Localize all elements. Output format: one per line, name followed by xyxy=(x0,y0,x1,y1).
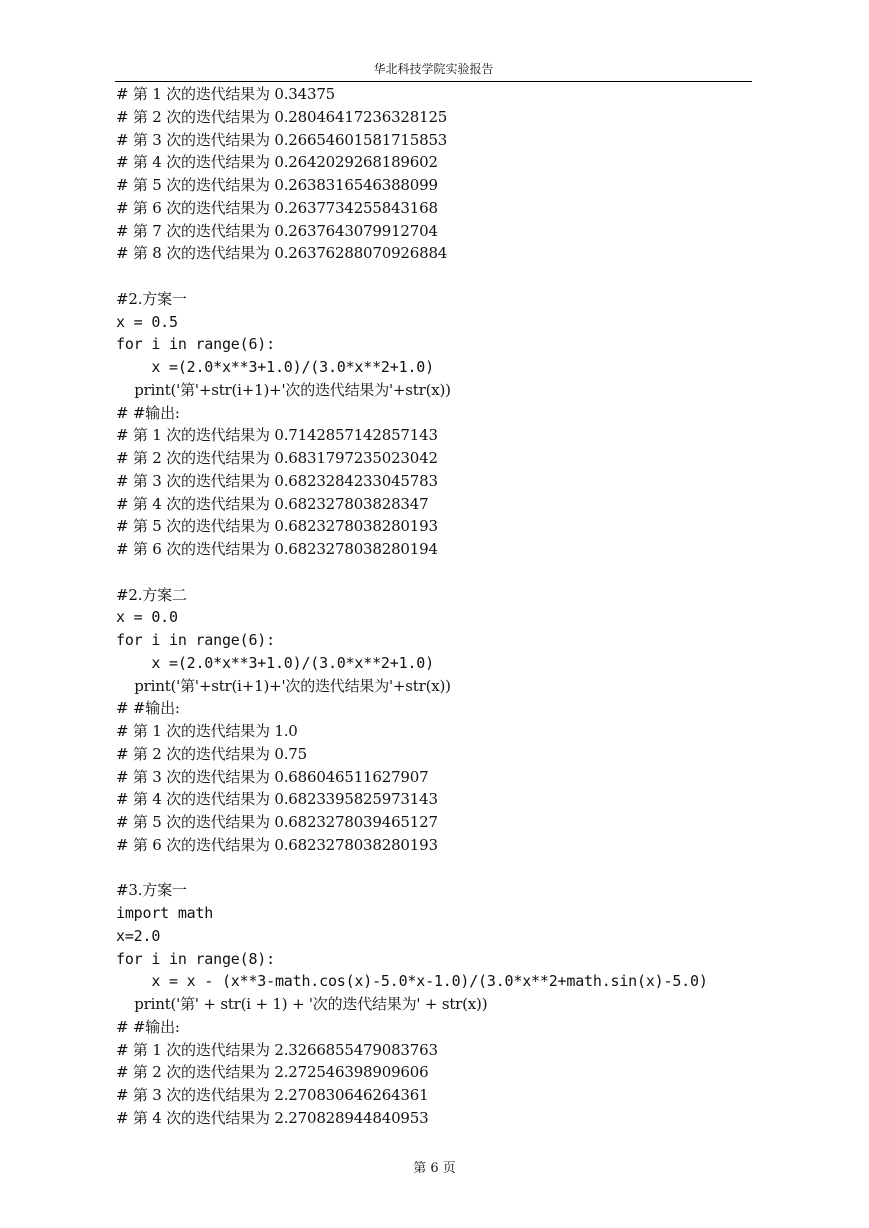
code-line: for i in range(6): xyxy=(116,335,275,354)
page-footer xyxy=(0,1157,869,1176)
code-line: print('第'+str(i+1)+'次的迭代结果为'+str(x)) xyxy=(116,676,451,695)
code-line: # 第 2 次的迭代结果为 0.28046417236328125 xyxy=(116,107,448,126)
code-line: import math xyxy=(116,904,214,922)
report-title: 华北科技学院实验报告 xyxy=(373,62,494,76)
code-line: # #输出: xyxy=(116,1017,180,1036)
page-number: 第 6 页 xyxy=(413,1161,456,1176)
code-line: # 第 8 次的迭代结果为 0.26376288070926884 xyxy=(116,244,448,263)
code-line: x =(2.0*x**3+1.0)/(3.0*x**2+1.0) xyxy=(116,653,434,672)
code-line: # 第 3 次的迭代结果为 0.26654601581715853 xyxy=(116,130,448,149)
code-line: # 第 6 次的迭代结果为 0.6823278038280194 xyxy=(116,540,438,558)
code-line: # 第 4 次的迭代结果为 0.6823395825973143 xyxy=(116,790,438,809)
code-line xyxy=(116,265,756,288)
code-line: # 第 5 次的迭代结果为 0.6823278039465127 xyxy=(116,813,438,831)
code-line: # 第 6 次的迭代结果为 0.6823278038280193 xyxy=(116,835,438,854)
code-line: # 第 3 次的迭代结果为 0.686046511627907 xyxy=(116,767,429,786)
code-line: # #输出: xyxy=(116,699,180,718)
code-line: # 第 1 次的迭代结果为 0.7142857142857143 xyxy=(116,426,438,445)
code-line: # 第 7 次的迭代结果为 0.2637643079912704 xyxy=(116,221,438,240)
code-line: # 第 2 次的迭代结果为 2.272546398909606 xyxy=(116,1063,429,1082)
code-line: x=2.0 xyxy=(116,926,161,945)
code-line: # 第 5 次的迭代结果为 0.2638316546388099 xyxy=(116,176,438,194)
code-line: # 第 2 次的迭代结果为 0.6831797235023042 xyxy=(116,449,438,467)
code-line: x = 0.5 xyxy=(116,312,178,331)
code-line: # 第 2 次的迭代结果为 0.75 xyxy=(116,744,307,763)
code-line xyxy=(116,561,756,584)
code-line: for i in range(6): xyxy=(116,631,275,649)
code-line xyxy=(116,857,756,880)
code-line: # 第 1 次的迭代结果为 0.34375 xyxy=(116,85,336,103)
code-line: print('第' + str(i + 1) + '次的迭代结果为' + str(x)) xyxy=(116,995,488,1013)
code-line: # 第 4 次的迭代结果为 2.270828944840953 xyxy=(116,1108,429,1127)
code-line: # 第 3 次的迭代结果为 2.270830646264361 xyxy=(116,1086,429,1104)
code-line: print('第'+str(i+1)+'次的迭代结果为'+str(x)) xyxy=(116,380,451,399)
code-line: # 第 1 次的迭代结果为 1.0 xyxy=(116,722,298,740)
code-line: #3.方案一 xyxy=(116,881,187,900)
code-line: for i in range(8): xyxy=(116,949,275,968)
code-line: # 第 3 次的迭代结果为 0.6823284233045783 xyxy=(116,471,438,490)
code-line: x = 0.0 xyxy=(116,608,178,627)
code-line: #2.方案二 xyxy=(116,585,187,604)
code-line: #2.方案一 xyxy=(116,289,187,308)
code-line: x =(2.0*x**3+1.0)/(3.0*x**2+1.0) xyxy=(116,358,434,376)
code-line: # 第 1 次的迭代结果为 2.3266855479083763 xyxy=(116,1040,438,1059)
code-line: # 第 6 次的迭代结果为 0.2637734255843168 xyxy=(116,198,438,217)
code-block xyxy=(116,83,756,1130)
code-line: # 第 5 次的迭代结果为 0.6823278038280193 xyxy=(116,517,438,536)
code-line: x = x - (x**3-math.cos(x)-5.0*x-1.0)/(3.0*x**2+math.sin(x)-5.0) xyxy=(116,972,708,991)
code-line: # 第 4 次的迭代结果为 0.2642029268189602 xyxy=(116,153,438,172)
code-line: # #输出: xyxy=(116,403,180,422)
code-line: # 第 4 次的迭代结果为 0.682327803828347 xyxy=(116,494,429,513)
page-header xyxy=(115,62,752,82)
